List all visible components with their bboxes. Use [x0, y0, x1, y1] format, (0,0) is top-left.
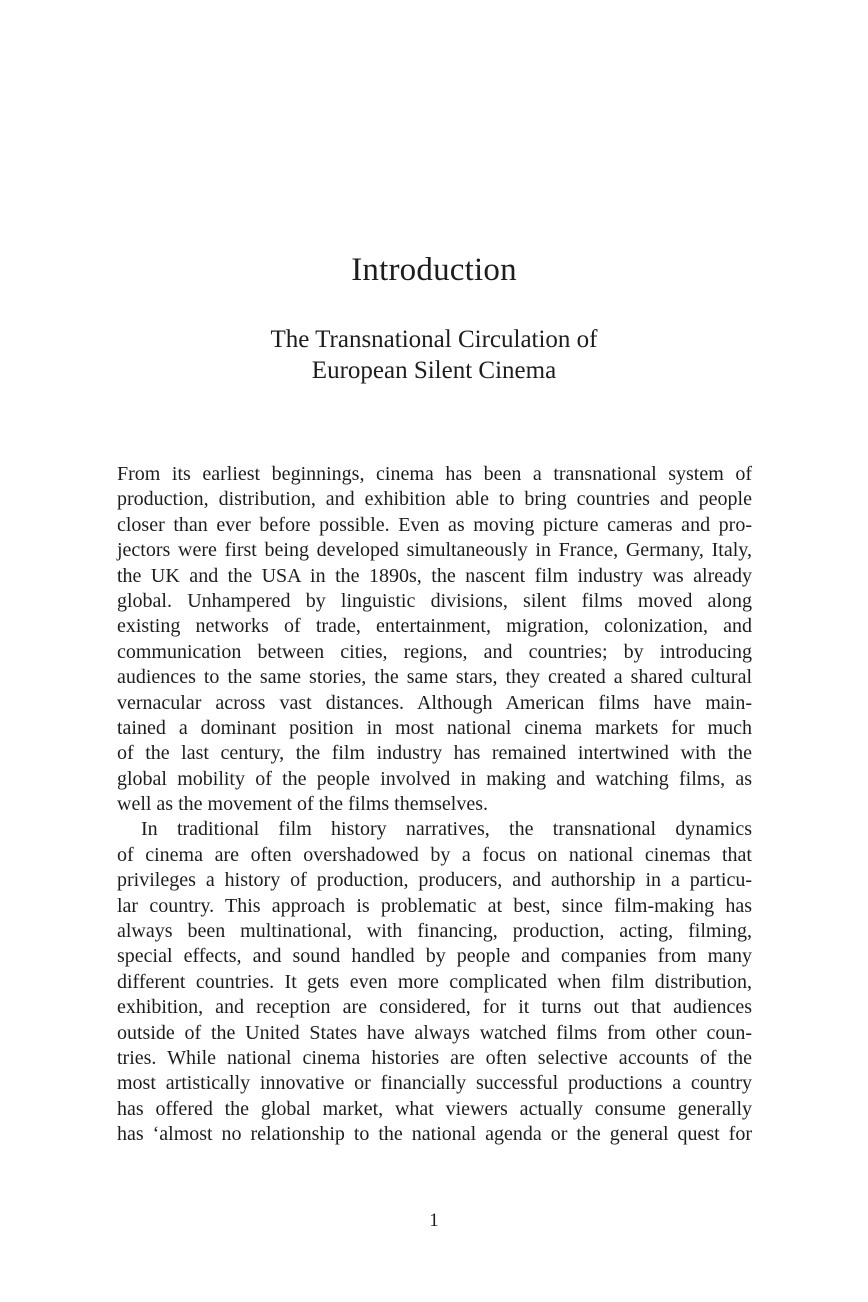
text-line: exhibition, and reception are considered, for it turns out that audiences	[117, 996, 752, 1019]
text-line: of the last century, the film industry has remained intertwined with the	[117, 742, 752, 765]
text-line: different countries. It gets even more complicated when film distribution,	[117, 970, 752, 993]
text-line: the UK and the USA in the 1890s, the nascent film industry was already	[117, 564, 752, 587]
text-line: In traditional film history narratives, the transnational dynamics	[141, 818, 752, 841]
text-line: outside of the United States have always watched films from other coun-	[117, 1021, 752, 1044]
chapter-title: Introduction	[351, 252, 517, 288]
text-line: has offered the global market, what viewers actually consume generally	[117, 1097, 752, 1120]
paragraph-1	[117, 462, 752, 817]
text-line: existing networks of trade, entertainment, migration, colonization, and	[117, 615, 752, 638]
chapter-subtitle	[0, 324, 868, 386]
text-line: lar country. This approach is problematic at best, since film-making has	[117, 894, 752, 917]
body-text	[117, 462, 752, 1148]
text-line: global. Unhampered by linguistic divisions, silent films moved along	[117, 589, 752, 612]
text-line: communication between cities, regions, and countries; by introducing	[117, 640, 752, 663]
text-line: always been multinational, with financing, production, acting, filming,	[117, 920, 752, 943]
page-number: 1	[429, 1210, 439, 1231]
text-line: well as the movement of the films themselves.	[117, 793, 489, 816]
text-line: special effects, and sound handled by people and companies from many	[117, 945, 752, 968]
chapter-subtitle-line: The Transnational Circulation of	[270, 326, 598, 353]
text-line: audiences to the same stories, the same stars, they created a shared cultural	[117, 666, 752, 689]
text-line: tained a dominant position in most national cinema markets for much	[117, 716, 752, 739]
text-line: tries. While national cinema histories are often selective accounts of the	[117, 1046, 752, 1069]
text-line: of cinema are often overshadowed by a focus on national cinemas that	[117, 843, 752, 866]
text-line: privileges a history of production, producers, and authorship in a particu-	[117, 869, 752, 892]
text-line: closer than ever before possible. Even as moving picture cameras and pro-	[117, 513, 752, 536]
text-line: production, distribution, and exhibition able to bring countries and people	[117, 488, 752, 511]
text-line: global mobility of the people involved in making and watching films, as	[117, 767, 752, 790]
text-line: From its earliest beginnings, cinema has been a transnational system of	[117, 463, 752, 485]
chapter-subtitle-line: European Silent Cinema	[311, 357, 557, 384]
paragraph-2	[117, 817, 752, 1147]
text-line: most artistically innovative or financially successful productions a country	[117, 1072, 752, 1095]
text-line: jectors were first being developed simultaneously in France, Germany, Italy,	[117, 539, 752, 562]
text-line: vernacular across vast distances. Although American films have main-	[117, 691, 752, 714]
text-line: has ‘almost no relationship to the national agenda or the general quest for	[117, 1123, 752, 1146]
